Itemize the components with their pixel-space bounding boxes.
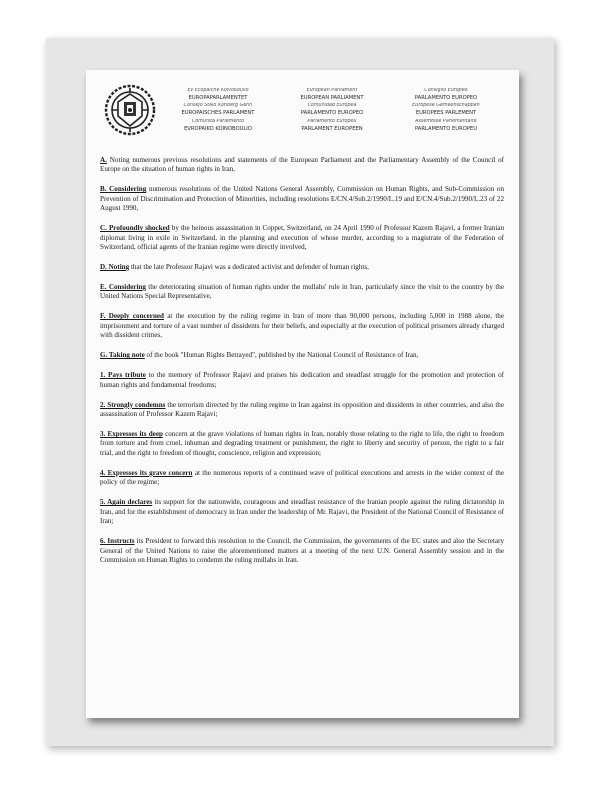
paragraph-text: the terrorism directed by the ruling regime in Iran against its opposition and dissidents in other countries, and also the assassination of Professor Kazem Rajavi; bbox=[100, 400, 504, 419]
resolution-paragraph bbox=[100, 351, 504, 360]
letterhead-line: EUROPAPARLAMENTET bbox=[188, 94, 248, 101]
document-page bbox=[86, 70, 519, 718]
paragraph-lead: 2. Strongly condemns bbox=[100, 400, 166, 409]
letterhead-line: Ev Ecopaiche Koivoßoulio bbox=[187, 88, 249, 93]
letterhead-line: Europese Gemeenschappen bbox=[412, 103, 480, 109]
letterhead-line: PARLAMENTO EUROPEO bbox=[300, 110, 364, 117]
paragraph-lead: B. Considering bbox=[100, 185, 147, 194]
paragraph-text: at the execution by the ruling regime in Iran of more than 90,000 persons, including 5,000 in 1988 alone, the imprisonment and torture of a vast number of dissidents for their beliefs, and especially at the execution of political prisoners already charged with dissident crimes, bbox=[100, 312, 504, 340]
resolution-paragraph bbox=[100, 401, 504, 420]
paragraph-text: at the numerous reports of a continued wave of political executions and arrests in the wider context of the policy of the regime; bbox=[100, 468, 504, 487]
paragraph-lead: 5. Again declares bbox=[100, 498, 153, 507]
paragraph-text: its support for the nationwide, courageous and steadfast resistance of the Iranian people against the ruling dictatorship in Iran, and for the establishment of democracy in Iran under the leadership of Mr. Rajavi, the President of the National Council of Resistance of Iran; bbox=[100, 498, 504, 526]
resolution-paragraph bbox=[100, 537, 504, 565]
resolution-paragraph bbox=[100, 430, 504, 458]
parliament-emblem-icon bbox=[104, 84, 156, 136]
letterhead-line: EUROPAISCHES PARLAMENT bbox=[181, 110, 255, 117]
letterhead-line: Parlamento Europeu bbox=[307, 118, 357, 124]
resolution-paragraph bbox=[100, 224, 504, 252]
resolution-paragraph bbox=[100, 283, 504, 302]
resolution-body bbox=[100, 156, 504, 576]
paragraph-lead: 4. Expresses its grave concern bbox=[100, 468, 193, 477]
letterhead-line: Consejo Stalo Koriberg Genn bbox=[183, 103, 253, 109]
paragraph-text: concern at the grave violations of human rights in Iran, notably those relating to the right to life, the right to freedom from torture and from cruel, inhuman and degrading treatment or punishment, the right to liberty and security of person, the right to a fair trial, and the right to freedom of thought, conscience, religion and expression; bbox=[100, 430, 504, 457]
paragraph-lead: G. Taking note bbox=[100, 351, 145, 360]
letterhead-line: Comunità Parlemento bbox=[191, 118, 245, 124]
letterhead-line: EUROPEAN PARLIAMENT bbox=[300, 94, 364, 101]
letterhead-line: PARLAMENTO EUROPEO bbox=[414, 94, 478, 101]
paragraph-lead: A. bbox=[100, 156, 107, 164]
paragraph-text: its President to forward this resolution to the Council, the Commission, the governments of the EC states and also the Secretary General of the United Nations to raise the aforementioned matters at a meeting of the next U.N. General Assembly session and in the Commission on Human Rights to condemn the ruling mullahs in Iran. bbox=[100, 537, 504, 564]
resolution-paragraph bbox=[100, 185, 504, 213]
paragraph-lead: E. Considering bbox=[100, 283, 146, 292]
letterhead-line: EUROPEES PARLEMENT bbox=[415, 110, 477, 117]
paragraph-lead: 6. Instructs bbox=[100, 537, 135, 546]
paragraph-text: by the heinous assassination in Coppet, Switzerland, on 24 April 1990 of Professor Kazem Rajavi, a former Iranian diplomat living in exile in Switzerland, in the planning and execution of whose murder, according to a magistrate of the Federation of Switzerland, official agents of the Iranian regime were directly involved, bbox=[100, 224, 505, 252]
paragraph-lead: D. Noting bbox=[100, 263, 130, 272]
paragraph-text: of the book "Human Rights Betrayed", published by the National Council of Resistance of Iran, bbox=[146, 351, 419, 360]
letterhead-line: Comunidad Europea bbox=[307, 103, 357, 109]
resolution-paragraph bbox=[100, 469, 504, 488]
letterhead-line: European Parliament bbox=[306, 88, 358, 93]
resolution-paragraph bbox=[100, 498, 504, 526]
letterhead-line: Consiglio Europeo bbox=[424, 88, 468, 93]
letterhead-column-1 bbox=[168, 88, 268, 132]
resolution-paragraph bbox=[100, 156, 504, 175]
paragraph-text: to the memory of Professor Rajavi and praises his dedication and steadfast struggle for the promotion and protection of human rights and fundamental freedoms; bbox=[100, 371, 504, 389]
letterhead-line: EVROPAIKO KOINOBOULIO bbox=[184, 125, 252, 132]
letterhead-line: Assemblée Parlementaire bbox=[415, 118, 477, 124]
letterhead-line: PARLAMENT EUROPEEN bbox=[301, 125, 363, 132]
letterhead-column-3 bbox=[396, 88, 496, 132]
paragraph-lead: C. Profoundly shocked bbox=[100, 224, 170, 233]
paragraph-lead: F. Deeply concerned bbox=[100, 312, 164, 321]
paragraph-lead: 1. Pays tribute bbox=[100, 371, 146, 380]
letterhead bbox=[86, 70, 519, 146]
paragraph-lead: 3. Expresses its deep bbox=[100, 430, 163, 439]
paragraph-text: Noting numerous previous resolutions and statements of the European Parliament and the Parliamentary Assembly of the Council of Europe on the situation of human rights in Iran, bbox=[100, 156, 504, 174]
resolution-paragraph bbox=[100, 312, 504, 340]
paragraph-text: that the late Professor Rajavi was a dedicated activist and defender of human rights, bbox=[130, 263, 369, 272]
letterhead-column-2 bbox=[282, 88, 382, 132]
paragraph-text: the deteriorating situation of human rights under the mullahs' rule in Iran, particularly since the visit to the country by the United Nations Special Representative, bbox=[100, 283, 504, 301]
paragraph-text: numerous resolutions of the United Nations General Assembly, Commission on Human Rights, and Sub-Commission on Prevention of Discrimination and Protection of Minorities, including resolutions E/CN.4/Sub.2/1990/L.19 and E/CN.4/Sub.2/1990/L.23 of 22 August 1990, bbox=[100, 185, 504, 213]
letterhead-line: PARLAMENTO EUROPEU bbox=[414, 125, 477, 132]
resolution-paragraph bbox=[100, 371, 504, 390]
resolution-paragraph bbox=[100, 263, 504, 272]
